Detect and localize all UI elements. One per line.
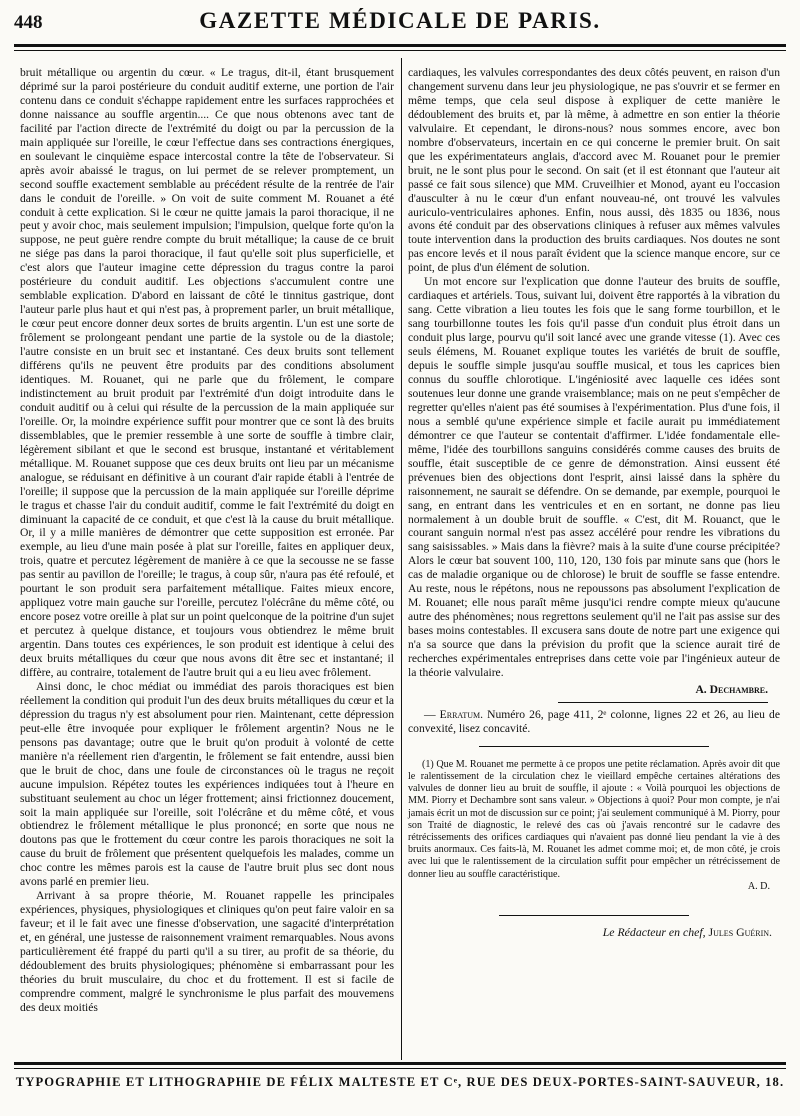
erratum-label: — Erratum. [424, 707, 483, 721]
column-divider [401, 58, 402, 1060]
printer-imprint: TYPOGRAPHIE ET LITHOGRAPHIE DE FÉLIX MALTESTE ET Cᵉ, RUE DES DEUX-PORTES-SAINT-SAUVEUR, 18. [15, 1075, 785, 1089]
header-rule [14, 44, 786, 51]
left-paragraph-1: bruit métallique ou argentin du cœur. « Le tragus, dit-il, étant brusquement déprimé sur la paroi postérieure du conduit auditif externe, une portion de l'air contenu dans ce conduit s'échappe rapidement entre les surfaces rapprochées et donne naissance au souffle argentin.... Ce que nous obtenons avec tant de facilité par l'action directe de l'extrémité du doigt ou par la percussion de la main appliquée sur l'oreille, le cœur l'effectue dans ses contractions énergiques, en soulevant le cinquième espace intercostal contre la tête de l'observateur. Si après avoir abaissé le tragus, on lui permet de se relever promptement, un second souffle exactement semblable au précédent résulte de la rentrée de l'air dans le conduit de l'oreille. » On voit de suite comment M. Rouanet a été conduit à cette explication. Si le cœur ne quitte jamais la paroi thoracique, il ne peut y avoir choc, mais seulement impulsion; l'impulsion, quelque forte qu'on la suppose, ne peut guère rendre compte du bruit métallique; la cause de ce bruit ne siége pas dans la paroi thoracique, il faut qu'elle soit plus superficielle, et c'est alors que l'auteur imagine cette dépression du tragus contre la paroi postérieure du conduit auditif. Les objections s'accumulent contre une semblable explication. D'abord en laissant de côté le tinnitus gastrique, dont l'auteur parle plus haut et qui n'est pas, à proprement parler, un bruit métallique, le cœur peut encore donner deux sortes de bruits argentin. L'un est une sorte de frôlement se prolongeant pendant une partie de la systole ou de la diastole; l'autre consiste en un bruit sec et instantané. Ces deux bruits sont tellement différens qu'ils ne peuvent être produits par des conditions absolument identiques. M. Rouanet, qui ne parle que du frôlement, le compare indistinctement au bruit produit par l'extrémité d'un doigt introduite dans le conduit auditif ou à celui qui résulte de la percussion de la main appliquée sur l'oreille. Or, la moindre expérience suffit pour montrer que ce sont là des bruits dissemblables, que le premier ressemble à une sorte de souffle à timbre clair, légèrement sibilant et que le second est brusque, instantané et véritablement métallique. M. Rouanet suppose que ces deux bruits ont lieu par un mécanisme analogue, se réduisant en définitive à un courant d'air rapide établi à l'entrée de l'oreille; il suppose que la percussion de la main appliquée sur l'oreille déprime le tragus et chasse l'air du conduit auditif, comme le fait l'extrémité du doigt en diminuant la capacité de ce conduit, et que c'est là la cause du bruit métallique. Or, il y a mille manières de démontrer que cette supposition est erronée. Par exemple, au lieu d'une main posée à plat sur l'oreille, faites en appliquer deux, trois, quatre et percutez légèrement de manière à ce que la secousse ne se fasse pas sentir au pavillon de l'oreille; le tragus, à coup sûr, n'aura pas été refoulé, et pourtant le son produit sera parfaitement métallique. Faites mieux encore, appliquez votre main gauche sur l'oreille, percutez l'olécrâne du même côté, ou encore posez votre oreille à plat sur un point quelconque de la poitrine d'un sujet et percutez à quelque distance, et toujours vous obtiendrez le même bruit argentin. Dans toutes ces expériences, le son produit est identique à celui des deux bruits métalliques du cœur que nous avons dit être sec et instantané; il diffère, au contraire, totalement de l'autre bruit qui a eu lieu avec frôlement. [20, 66, 394, 679]
erratum [408, 708, 780, 736]
right-paragraph-2: Un mot encore sur l'explication que donne l'auteur des bruits de souffle, cardiaques et artériels. Tous, suivant lui, doivent être rapportés à la vibration du sang. Cette vibration a lieu toutes les fois que le sang forme tourbillon, et le sang tourbillonne toutes les fois qu'il passe d'un conduit plus étroit dans un conduit plus large, pourvu qu'il soit lancé avec une grande vitesse (1). Avec ces seuls élémens, M. Rouanet explique toutes les variétés de bruit de souffle, depuis le souffle simple jusqu'au souffle musical, et tous les caprices bien connus du souffle chlorotique. L'ingéniosité avec laquelle ces idées sont soutenues leur donne une grande vraisemblance; mais on ne peut s'empêcher de regretter qu'elles n'aient pas été soumises à l'expérimentation. Plus d'une fois, il nous a semblé qu'une expérience simple et facile aurait pu immédiatement démontrer ce que l'auteur se contentait d'affirmer. L'idée fondamentale elle-même, l'idée des tourbillons sanguins considérés comme causes des bruits de souffle, était susceptible de ce genre de démonstration. Ainsi eussent été prévenues bien des objections dont l'esprit, ainsi laissé dans la sphère du raisonnement, ne saurait se défendre. On se demande, par exemple, pourquoi le sang, en entrant dans les ventricules et en en sortant, ne donne pas lieu normalement à un double bruit de souffle. « C'est, dit M. Rouanct, que le courant sanguin normal n'est pas assez accéléré pour rendre les vibrations du sang saisissables. » Mais dans la fièvre? mais à la suite d'une course précipitée? Alors le cœur bat souvent 100, 110, 120, 130 fois par minute sans que (hors le cas de maladie organique ou de chlorose) le bruit de souffle se fasse entendre. Au reste, nous le répétons, nous ne repoussons pas absolument l'explication de M. Rouanet; elle nous paraît même jusqu'ici rendre compte mieux qu'aucune autre des phénomènes; nous regrettons seulement qu'il ne l'ait pas assise sur des bases moins contestables. Il excusera sans doute de notre part une exigence qui n'a sa source que dans la prévision du profit que la science aurait tiré de recherches expérimentales entreprises dans cette voie par l'ingénieux auteur de la théorie valvulaire. [408, 275, 780, 679]
masthead-title: GAZETTE MÉDICALE DE PARIS. [199, 8, 601, 33]
right-paragraph-1: cardiaques, les valvules correspondantes des deux côtés peuvent, en raison d'un changement survenu dans leur jeu physiologique, ne pas s'ouvrir et se fermer en même temps, que cela seul dispose à expliquer de cette manière le dédoublement des bruits et, par là même, à admettre en son entier la théorie valvulaire. Et cependant, le dirons-nous? nous sommes encore, avec bon nombre d'observateurs, incertain en ce qui concerne le premier bruit. On sait que les expérimentateurs anglais, d'accord avec M. Rouanet pour le premier bruit, ne le sont plus pour le second. On sait (et il est étonnant que l'auteur ait passé ce fait sous silence) que MM. Cruveilhier et Monod, ayant eu l'occasion d'ausculter à nu le cœur d'un enfant nouveau-né, ont trouvé les valvules auriculo-ventriculaires aphones. Enfin, nous aussi, dès 1835 ou 1836, nous avons été conduit par des observations cliniques à refuser aux mêmes valvules toute intervention dans la production des bruits cardiaques. Nos doutes ne sont pas encore levés et il nous paraît évident que la science manque encore, sur ce point, de plus d'un élément de solution. [408, 66, 780, 275]
left-paragraph-3: Arrivant à sa propre théorie, M. Rouanet rappelle les principales expériences, physiques, physiologiques et cliniques qu'on peut faire valoir en sa faveur; et il le fait avec une finesse d'observation, une sagacité d'interprétation et, en général, une justesse de raisonnement vraiment remarquables. Nous avons particulièrement été frappé du parti qu'il a su tirer, au profit de sa théorie, du dédoublement des bruits physiologiques; phénomène si embarrassant pour les théories du bruit musculaire, du choc et du frottement. Il est si facile de comprendre comment, malgré le synchronisme le plus parfait des mouvemens des deux moitiés [20, 889, 394, 1014]
footnote-text: (1) Que M. Rouanet me permette à ce propos une petite réclamation. Après avoir dit que le ralentissement de la circulation chez le vieillard empêche certaines altérations des valvules de donner lieu au bruit de souffle, il ajoute : « Voilà pourquoi les objections de MM. Piorry et Dechambre sont sans valeur. » Objections à quoi? Pour mon compte, je n'ai jamais écrit un mot de discussion sur ce point; j'ai seulement communiqué à M. Piorry, pour son Traité de diagnostic, le relevé des cas où j'avais rencontré sur le cadavre des rétrécissements des orifices cardiaques qui n'avaient pas donné lieu pendant la vie à des bruits anormaux. Ces faits-là, M. Rouanet les admet comme moi; et, de mon côté, je crois avec lui que le ralentissement de la circulation suffit pour empêcher un rétrécissement de donner lieu au souffle caractéristique. [408, 758, 780, 880]
left-column [20, 66, 394, 1015]
editor-rule [499, 915, 689, 916]
editor-prefix: Le Rédacteur en chef, [602, 925, 709, 940]
left-paragraph-2: Ainsi donc, le choc médiat ou immédiat des parois thoraciques est bien réellement la condition qui produit l'un des deux bruits métalliques du cœur et la dépression du tragus n'y est absolument pour rien. Maintenant, cette dépression peut-elle être invoquée pour expliquer le frôlement argentin? Nous ne le pensons pas davantage; outre que le bruit qu'on produit à volonté de cette manière n'a réellement rien d'argentin, le frôlement se fait entendre, aussi bien que le bruit de choc, dans une foule de circonstances où le tragus ne reçoit aucune impulsion. Répétez toutes les expériences indiquées tout à l'heure en substituant seulement au choc un léger frottement; ainsi frictionnez doucement, soit la main appliquée sur l'oreille, soit l'olécrâne et du même côté, et vous obtiendrez le frôlement métallique le plus prononcé; en sorte que nous ne doutons pas que le frottement du cœur contre les parois thoraciques ne soit la cause du bruit de frôlement que présentent quelquefois les malades, comme un choc contre les mêmes parois est la cause de l'autre bruit plus sec dont nous avons parlé en premier lieu. [20, 679, 394, 889]
footnote-initials: A. D. [747, 880, 770, 892]
signature-rule [558, 702, 768, 703]
right-column [408, 66, 780, 940]
footnote-rule [479, 746, 709, 747]
page-number: 448 [14, 12, 43, 33]
author-signature: A. Dechambre. [695, 682, 768, 696]
footnote [408, 759, 780, 893]
editor-credit [408, 926, 772, 940]
footer-rule [14, 1062, 786, 1069]
erratum-text: Numéro 26, page 411, 2ᵉ colonne, lignes 22 et 26, au lieu de convexité, lisez concavité. [408, 707, 780, 735]
editor-name: Jules Guérin. [708, 925, 772, 940]
